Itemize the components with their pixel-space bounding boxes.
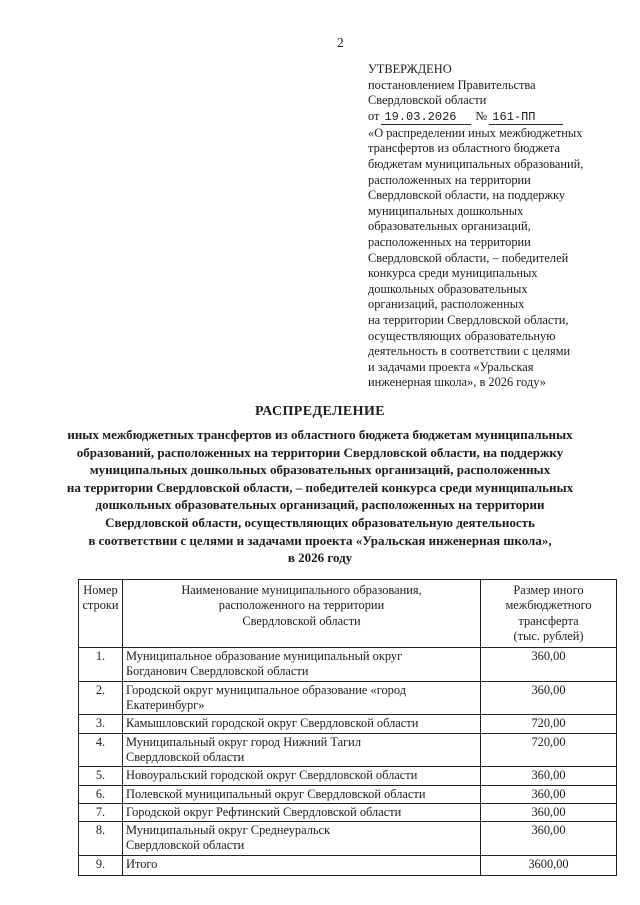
municipality-line: Полевской муниципальный округ Свердловской области bbox=[126, 786, 426, 801]
quote-line: трансфертов из областного бюджета bbox=[368, 141, 560, 156]
header-cell bbox=[123, 580, 481, 648]
approval-line: Свердловской области bbox=[368, 93, 487, 108]
amount-cell: 360,00 bbox=[481, 648, 617, 682]
distribution-table bbox=[78, 579, 617, 876]
municipality-cell bbox=[123, 715, 481, 733]
municipality-cell bbox=[123, 855, 481, 875]
quote-line: Свердловской области, на поддержку bbox=[368, 188, 566, 203]
approval-org-lines bbox=[368, 62, 583, 109]
quote-line: муниципальных дошкольных bbox=[368, 203, 524, 218]
row-number-cell: 2. bbox=[79, 681, 123, 715]
municipality-cell bbox=[123, 648, 481, 682]
amount-cell: 360,00 bbox=[481, 767, 617, 785]
municipality-cell bbox=[123, 785, 481, 803]
municipality-cell bbox=[123, 822, 481, 856]
title-line: в соответствии с целями и задачами проекта «Уральская инженерная школа», bbox=[88, 532, 552, 548]
municipality-line: Свердловской области bbox=[126, 749, 245, 764]
header-line: трансферта bbox=[518, 613, 579, 628]
quote-line: организаций, расположенных bbox=[368, 297, 525, 312]
title-line: дошкольных образовательных организаций, расположенных на территории bbox=[95, 497, 545, 513]
municipality-cell bbox=[123, 803, 481, 821]
document-number: 161-ПП bbox=[489, 110, 562, 125]
quote-line: Свердловской области, – победителей bbox=[368, 250, 569, 265]
title-line: образований, расположенных на территории Свердловской области, на поддержку bbox=[76, 444, 564, 460]
row-number-cell: 6. bbox=[79, 785, 123, 803]
municipality-line: Новоуральский городской округ Свердловской области bbox=[126, 768, 418, 783]
table-row bbox=[79, 648, 617, 682]
row-number-cell: 1. bbox=[79, 648, 123, 682]
approval-line: УТВЕРЖДЕНО bbox=[368, 62, 452, 76]
quote-line: инженерная школа», в 2026 году» bbox=[368, 375, 546, 390]
title-line: на территории Свердловской области, – победителей конкурса среди муниципальных bbox=[66, 479, 574, 495]
header-line: Наименование муниципального образования, bbox=[181, 583, 422, 597]
table-row bbox=[79, 681, 617, 715]
title-line: в 2026 году bbox=[287, 550, 353, 566]
quote-line: конкурса среди муниципальных bbox=[368, 266, 538, 281]
header-cell bbox=[79, 580, 123, 648]
amount-cell: 3600,00 bbox=[481, 855, 617, 875]
header-line: (тыс. рублей) bbox=[513, 628, 584, 643]
distribution-subtitle bbox=[0, 426, 640, 567]
header-line: расположенного на территории bbox=[218, 598, 385, 613]
title-line: Свердловской области, осуществляющих образовательную деятельность bbox=[105, 514, 535, 530]
title-line: муниципальных дошкольных образовательных организаций, расположенных bbox=[89, 462, 551, 478]
row-number-cell: 9. bbox=[79, 855, 123, 875]
row-number-cell: 8. bbox=[79, 822, 123, 856]
amount-cell: 360,00 bbox=[481, 785, 617, 803]
approval-line: постановлением Правительства bbox=[368, 77, 536, 92]
municipality-line: Свердловской области bbox=[126, 838, 245, 853]
amount-cell: 720,00 bbox=[481, 715, 617, 733]
quote-line: и задачами проекта «Уральская bbox=[368, 359, 534, 374]
municipality-line: Екатеринбург» bbox=[126, 698, 205, 713]
date-label: от bbox=[368, 108, 380, 123]
municipality-line: Итого bbox=[126, 856, 158, 871]
header-line: Номер bbox=[83, 583, 118, 597]
quote-line: образовательных организаций, bbox=[368, 219, 531, 234]
number-sign: № bbox=[475, 108, 488, 123]
municipality-line: Муниципальный округ город Нижний Тагил bbox=[126, 734, 361, 749]
distribution-title-block bbox=[0, 404, 640, 567]
table-row bbox=[79, 803, 617, 821]
quote-line: дошкольных образовательных bbox=[368, 281, 528, 296]
table-row bbox=[79, 855, 617, 875]
row-number-cell: 5. bbox=[79, 767, 123, 785]
header-line: строки bbox=[82, 598, 119, 613]
amount-cell: 360,00 bbox=[481, 681, 617, 715]
quote-line: «О распределении иных межбюджетных bbox=[368, 125, 583, 140]
amount-cell: 360,00 bbox=[481, 803, 617, 821]
row-number-cell: 3. bbox=[79, 715, 123, 733]
table-header bbox=[79, 580, 617, 648]
table-row bbox=[79, 715, 617, 733]
table-header-row bbox=[79, 580, 617, 648]
approval-date-line bbox=[368, 109, 583, 125]
municipality-cell bbox=[123, 733, 481, 767]
municipality-cell bbox=[123, 767, 481, 785]
amount-cell: 720,00 bbox=[481, 733, 617, 767]
header-line: межбюджетного bbox=[505, 598, 592, 613]
approval-block bbox=[368, 62, 583, 391]
table-body bbox=[79, 648, 617, 876]
quote-line: расположенных на территории bbox=[368, 234, 531, 249]
quote-line: бюджетам муниципальных образований, bbox=[368, 156, 584, 171]
quote-line: на территории Свердловской области, bbox=[368, 312, 569, 327]
header-line: Размер иного bbox=[513, 583, 584, 597]
table-row bbox=[79, 785, 617, 803]
distribution-heading: РАСПРЕДЕЛЕНИЕ bbox=[255, 404, 385, 419]
municipality-line: Камышловский городской округ Свердловской области bbox=[126, 716, 419, 731]
quote-line: деятельность в соответствии с целями bbox=[368, 344, 571, 359]
header-line: Свердловской области bbox=[242, 613, 361, 628]
header-cell bbox=[481, 580, 617, 648]
municipality-line: Муниципальное образование муниципальный округ bbox=[126, 649, 403, 664]
page-number: 2 bbox=[337, 35, 344, 50]
table-row bbox=[79, 822, 617, 856]
municipality-line: Муниципальный округ Среднеуральск bbox=[126, 823, 331, 838]
amount-cell: 360,00 bbox=[481, 822, 617, 856]
table-row bbox=[79, 767, 617, 785]
document-date: 19.03.2026 bbox=[381, 110, 471, 125]
row-number-cell: 4. bbox=[79, 733, 123, 767]
table-row bbox=[79, 733, 617, 767]
quote-line: осуществляющих образовательную bbox=[368, 328, 556, 343]
municipality-line: Городской округ муниципальное образование «город bbox=[126, 682, 407, 697]
resolution-title-quote bbox=[368, 126, 583, 391]
title-line: иных межбюджетных трансфертов из областного бюджета бюджетам муниципальных bbox=[67, 427, 573, 442]
quote-line: расположенных на территории bbox=[368, 172, 531, 187]
municipality-cell bbox=[123, 681, 481, 715]
row-number-cell: 7. bbox=[79, 803, 123, 821]
municipality-line: Богданович Свердловской области bbox=[126, 664, 309, 679]
municipality-line: Городской округ Рефтинский Свердловской области bbox=[126, 804, 402, 819]
